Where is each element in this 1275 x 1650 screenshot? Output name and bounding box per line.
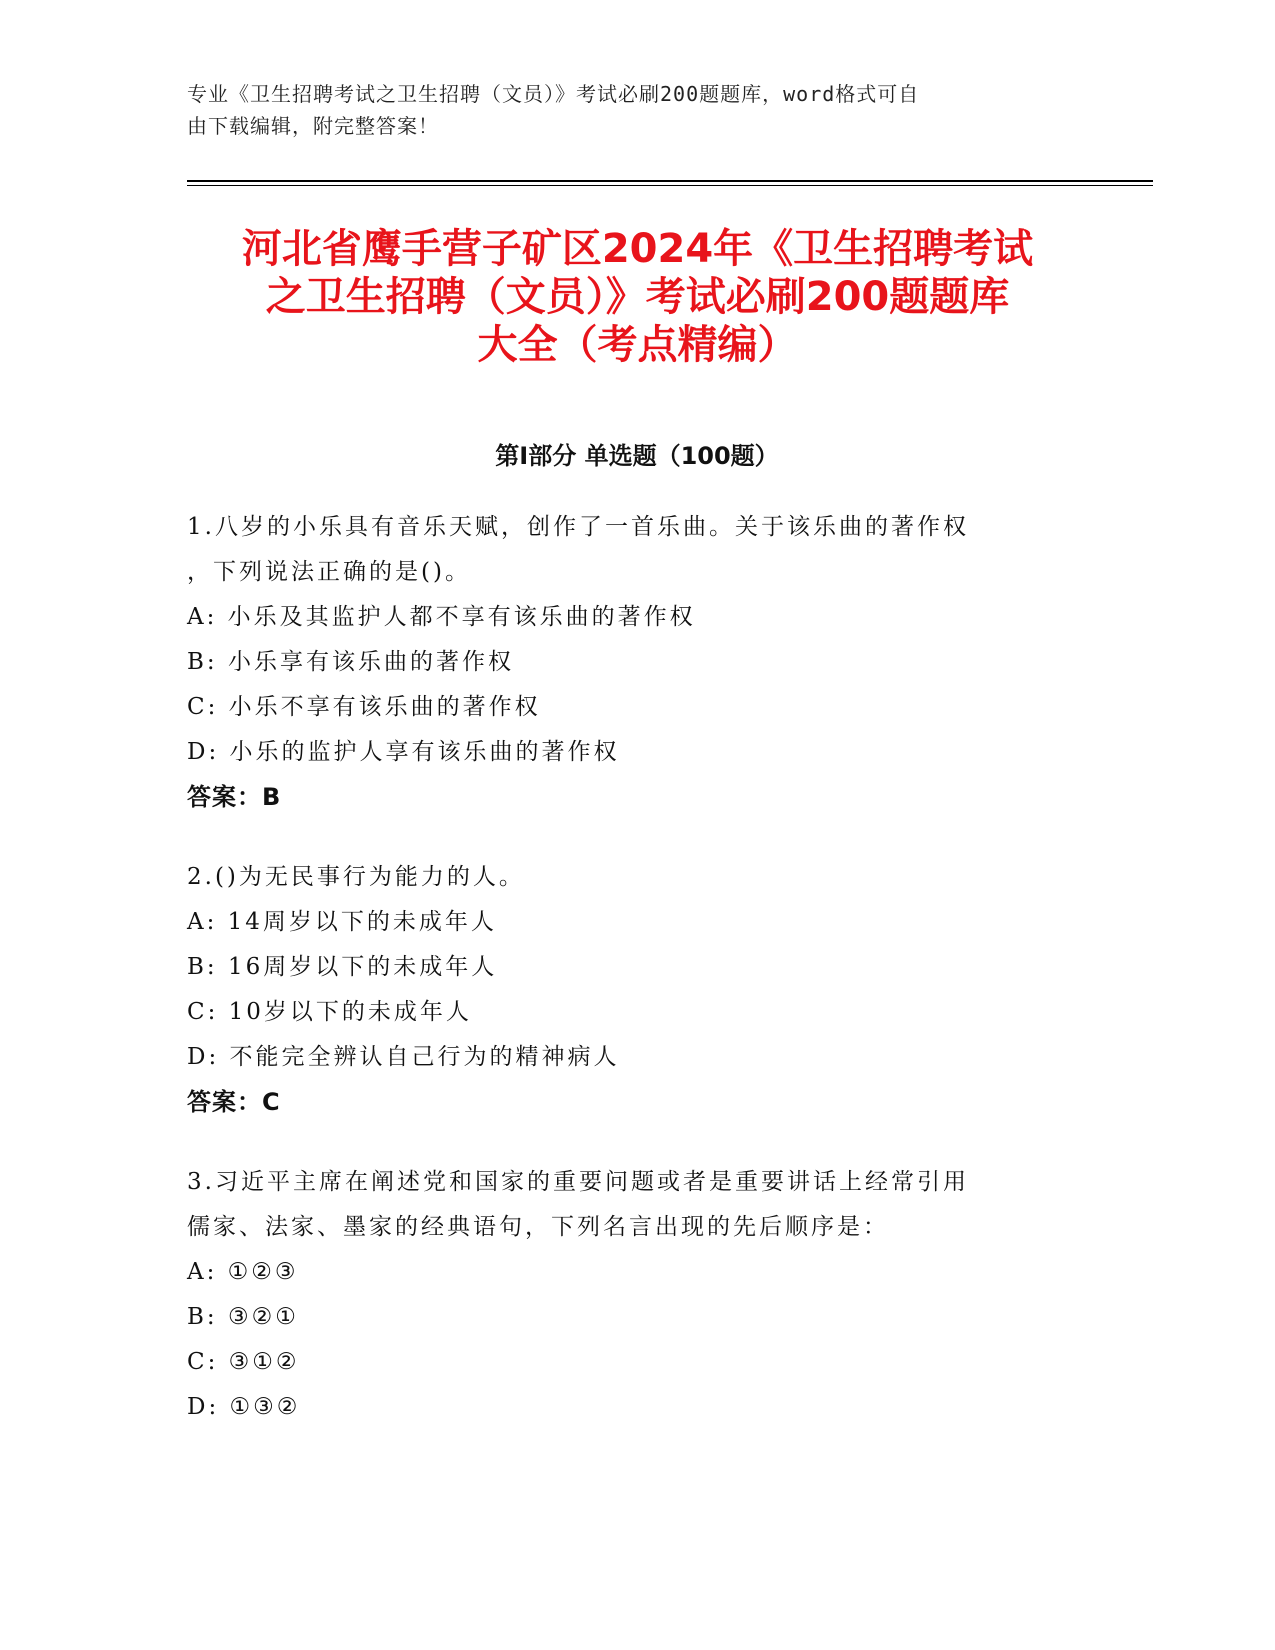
header-divider-thick [187,180,1153,182]
option-a: A: 14周岁以下的未成年人 [187,909,497,935]
header-note [187,78,1087,142]
question-2 [187,855,1067,1125]
header-note-line: 由下载编辑，附完整答案！ [187,114,439,138]
question-3 [187,1160,1067,1430]
answer-line: 答案：C [187,1088,281,1116]
option-b: B: ③②① [187,1304,299,1330]
answer-line: 答案：B [187,783,282,811]
question-stem-line: ，下列说法正确的是()。 [187,559,471,585]
option-c: C: 10岁以下的未成年人 [187,999,472,1025]
question-stem-line: 儒家、法家、墨家的经典语句，下列名言出现的先后顺序是： [187,1214,889,1240]
question-stem-line: 2.()为无民事行为能力的人。 [187,864,525,890]
header-divider-thin [187,185,1153,186]
question-stem-line: 3.习近平主席在阐述党和国家的重要问题或者是重要讲话上经常引用 [187,1169,969,1195]
title-line: 之卫生招聘（文员）》考试必刷200题题库 [265,274,1010,320]
option-b: B: 16周岁以下的未成年人 [187,954,498,980]
option-d: D: 小乐的监护人享有该乐曲的著作权 [187,739,620,765]
option-d: D: 不能完全辨认自己行为的精神病人 [187,1044,620,1070]
document-title [150,225,1125,369]
title-line: 大全（考点精编） [477,322,798,368]
option-c: C: ③①② [187,1349,300,1375]
option-c: C: 小乐不享有该乐曲的著作权 [187,694,541,720]
option-a: A: ①②③ [187,1259,299,1285]
option-a: A: 小乐及其监护人都不享有该乐曲的著作权 [187,604,696,630]
title-line: 河北省鹰手营子矿区2024年《卫生招聘考试 [241,226,1034,272]
option-d: D: ①③② [187,1394,301,1420]
question-stem-line: 1.八岁的小乐具有音乐天赋，创作了一首乐曲。关于该乐曲的著作权 [187,514,969,540]
question-1 [187,505,1067,820]
option-b: B: 小乐享有该乐曲的著作权 [187,649,514,675]
header-note-line: 专业《卫生招聘考试之卫生招聘（文员）》考试必刷200题题库，word格式可自 [187,82,920,106]
section-heading: 第Ⅰ部分 单选题（100题） [495,442,779,470]
